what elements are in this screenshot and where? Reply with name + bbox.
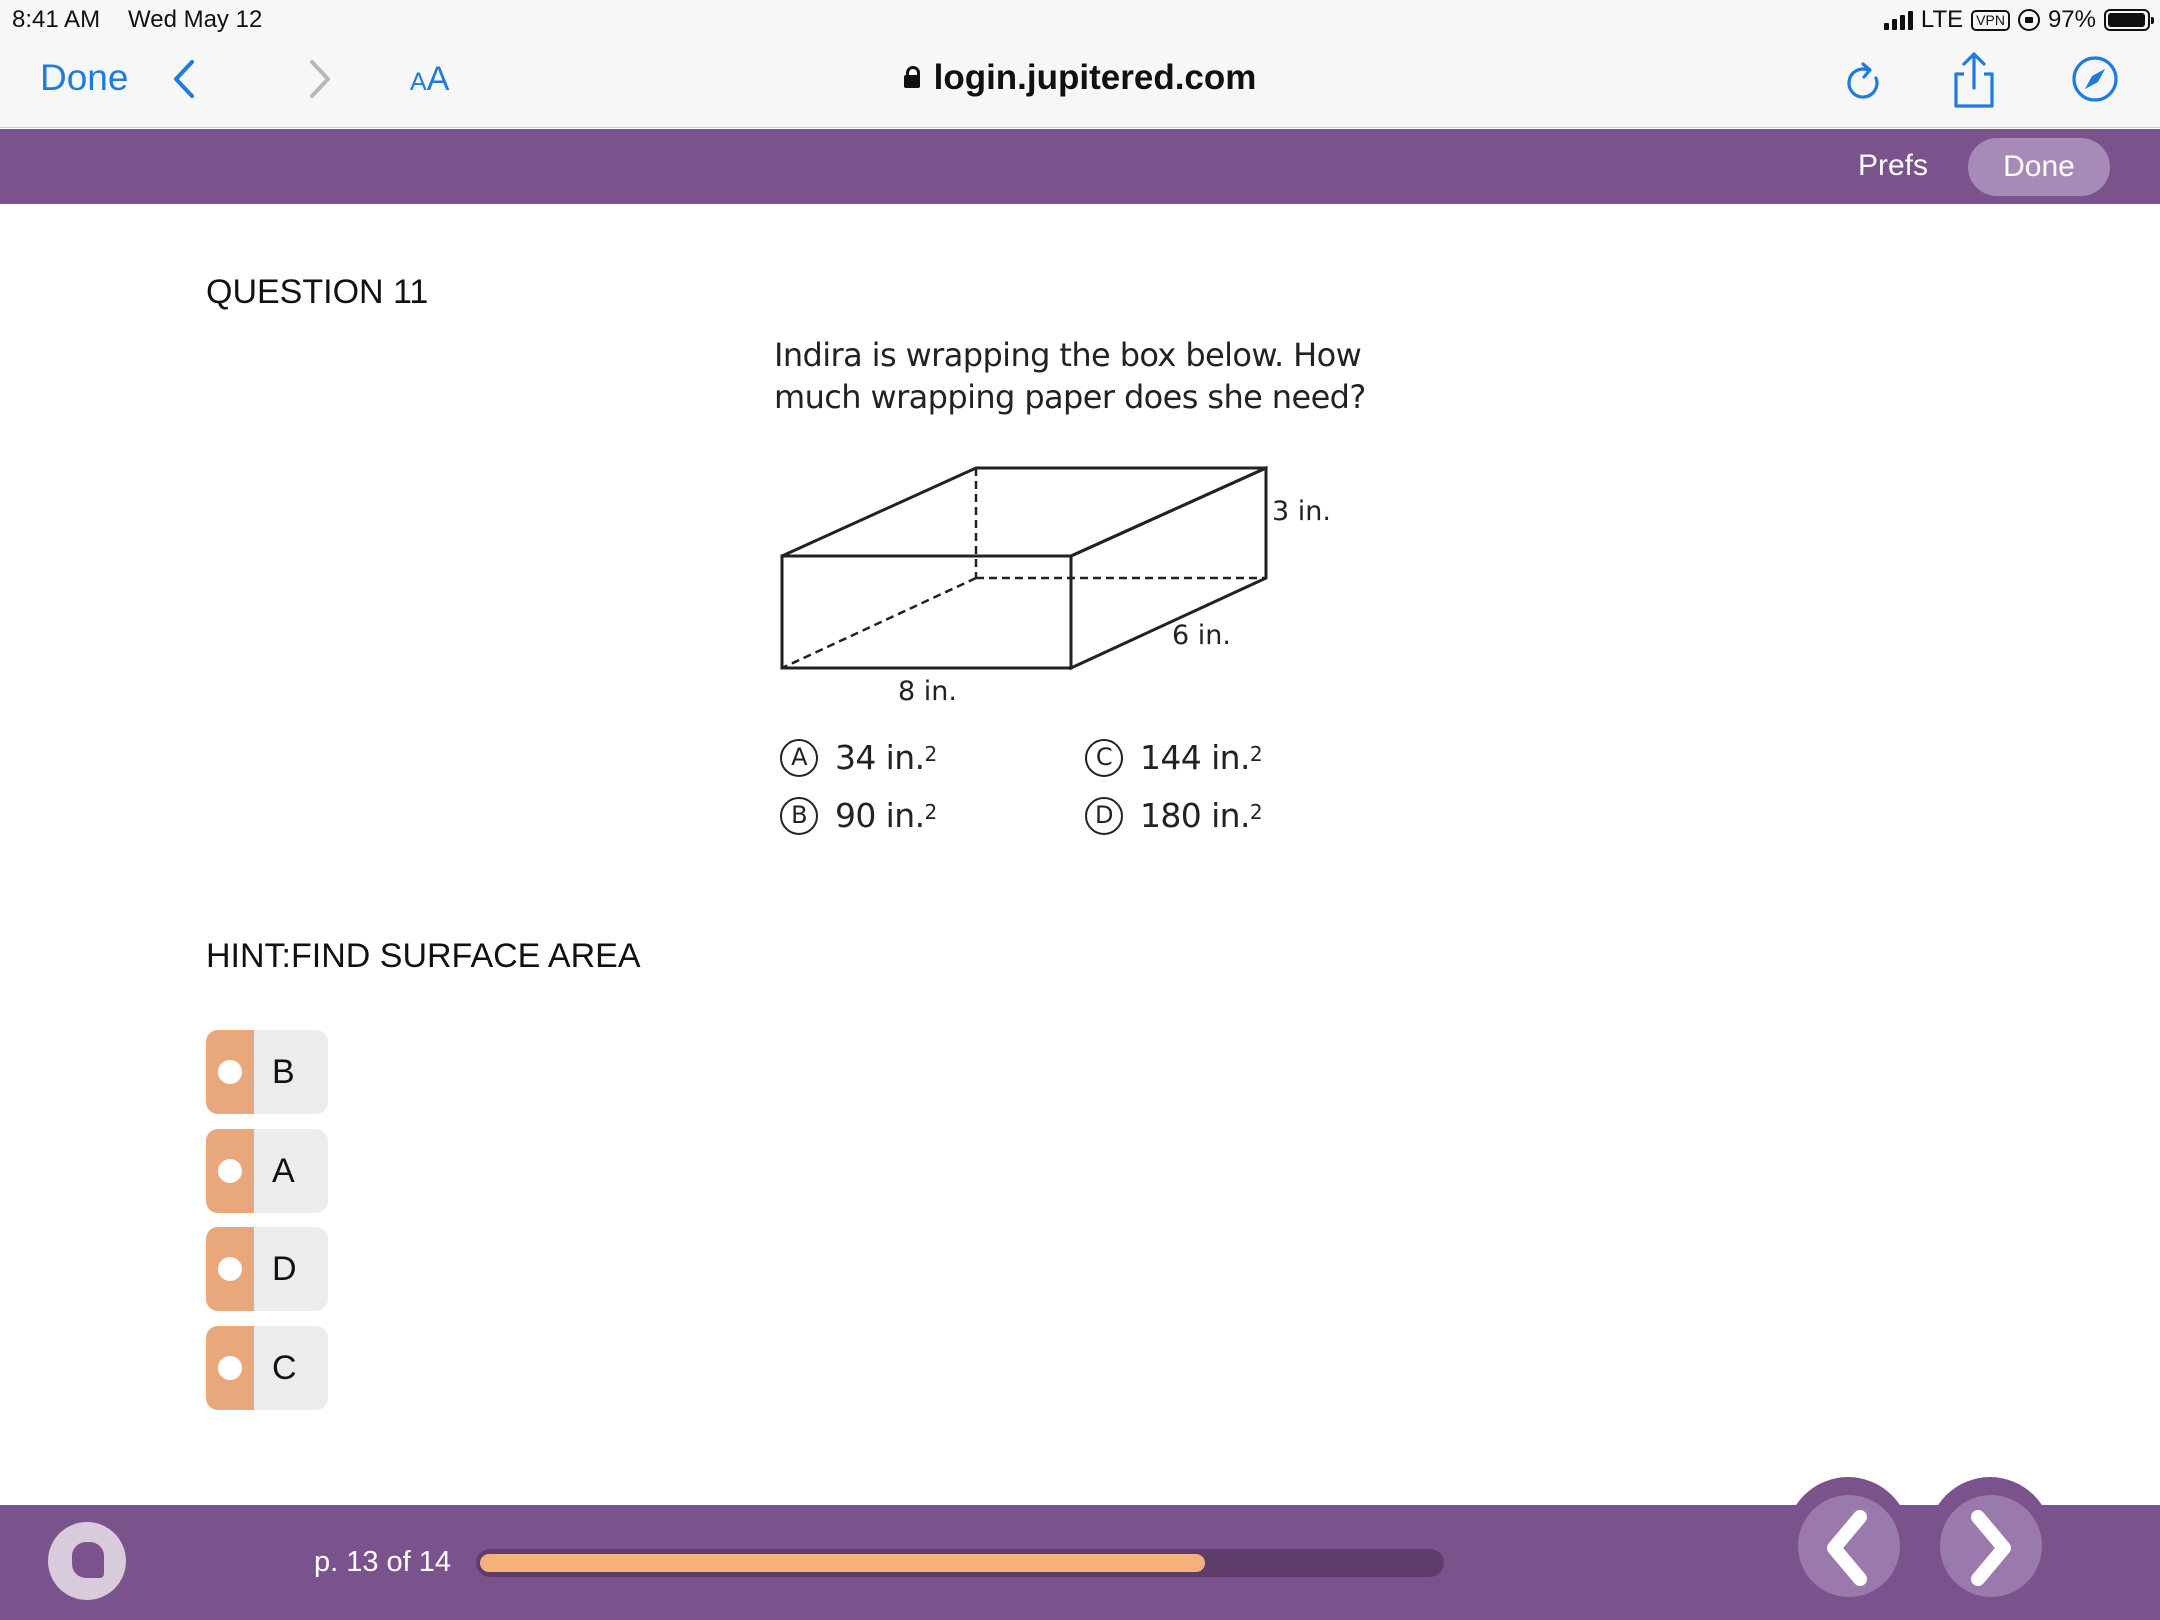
progress-bar	[476, 1549, 1444, 1577]
prefs-button[interactable]: Prefs	[1858, 149, 1929, 182]
choice-b	[780, 796, 937, 835]
box-top-face	[782, 468, 1266, 556]
box-side-face	[1071, 468, 1266, 668]
status-time: 8:41 AM	[12, 6, 101, 33]
text-size-large-a: A	[426, 60, 450, 98]
choice-c-value: 144 in.	[1140, 738, 1250, 777]
done-button[interactable]: Done	[1968, 138, 2110, 196]
app-logo-icon[interactable]	[48, 1522, 126, 1600]
answer-options	[206, 1030, 328, 1424]
app-header	[0, 129, 2160, 204]
page-indicator: p. 13 of 14	[314, 1546, 452, 1578]
battery-icon	[2104, 9, 2150, 31]
lock-icon	[904, 75, 920, 88]
question-title: QUESTION 11	[206, 273, 429, 311]
answer-option-b[interactable]	[206, 1030, 328, 1114]
answer-option-d[interactable]	[206, 1227, 328, 1311]
vpn-badge: VPN	[1971, 10, 2010, 31]
hidden-edge-diagonal	[782, 578, 976, 668]
answer-label: D	[272, 1250, 297, 1288]
choice-a	[780, 738, 937, 777]
chevron-left-icon	[1812, 1503, 1884, 1593]
radio-indicator[interactable]	[206, 1227, 254, 1311]
box-diagram	[774, 460, 1388, 710]
choice-c-letter: C	[1085, 739, 1123, 777]
url-text: login.jupitered.com	[933, 58, 1257, 97]
choice-c	[1085, 738, 1262, 777]
choice-d-exponent: 2	[1249, 799, 1262, 824]
browser-done-button[interactable]: Done	[40, 57, 129, 98]
answer-label: A	[272, 1151, 295, 1190]
question-image	[774, 334, 1388, 835]
reload-icon[interactable]	[1840, 60, 1886, 106]
choice-b-value: 90 in.	[835, 796, 925, 835]
forward-arrow-icon[interactable]	[302, 54, 338, 104]
height-label: 3 in.	[1272, 496, 1331, 527]
status-date: Wed May 12	[128, 6, 263, 33]
question-choices	[774, 738, 1388, 868]
back-arrow-icon[interactable]	[166, 54, 202, 104]
choice-d-value: 180 in.	[1140, 796, 1250, 835]
status-indicators	[1884, 6, 2150, 34]
progress-fill	[480, 1554, 1205, 1572]
depth-label: 6 in.	[1172, 620, 1231, 651]
text-size-button[interactable]	[410, 60, 449, 99]
answer-label: C	[272, 1348, 297, 1387]
battery-percent: 97%	[2047, 6, 2096, 33]
radio-indicator[interactable]	[206, 1030, 254, 1114]
share-icon[interactable]	[1950, 50, 1998, 110]
choice-a-value: 34 in.	[835, 738, 925, 777]
choice-b-exponent: 2	[924, 799, 937, 824]
width-label: 8 in.	[898, 676, 957, 707]
choice-a-letter: A	[780, 739, 818, 777]
rotation-lock-icon	[2018, 9, 2040, 31]
question-text: Indira is wrapping the box below. How much wrapping paper does she need?	[774, 336, 1366, 416]
box-front-face	[782, 556, 1071, 668]
previous-page-button[interactable]	[1786, 1477, 1910, 1620]
radio-indicator[interactable]	[206, 1326, 254, 1410]
next-page-button[interactable]	[1928, 1477, 2052, 1620]
choice-d-letter: D	[1085, 797, 1123, 835]
answer-option-a[interactable]	[206, 1129, 328, 1213]
answer-label: B	[272, 1053, 295, 1091]
answer-option-c[interactable]	[206, 1326, 328, 1410]
compass-icon[interactable]	[2070, 54, 2120, 104]
text-size-small-a: A	[410, 68, 427, 96]
chevron-right-icon	[1954, 1503, 2026, 1593]
network-type: LTE	[1920, 6, 1964, 33]
choice-b-letter: B	[780, 797, 818, 835]
hint-text: HINT:FIND SURFACE AREA	[206, 937, 641, 975]
choice-c-exponent: 2	[1249, 741, 1262, 766]
battery-fill	[2108, 13, 2145, 27]
radio-indicator[interactable]	[206, 1129, 254, 1213]
status-bar	[0, 0, 2160, 40]
cellular-signal-icon	[1884, 10, 1913, 30]
choice-a-exponent: 2	[924, 741, 937, 766]
choice-d	[1085, 796, 1262, 835]
browser-toolbar	[0, 40, 2160, 128]
